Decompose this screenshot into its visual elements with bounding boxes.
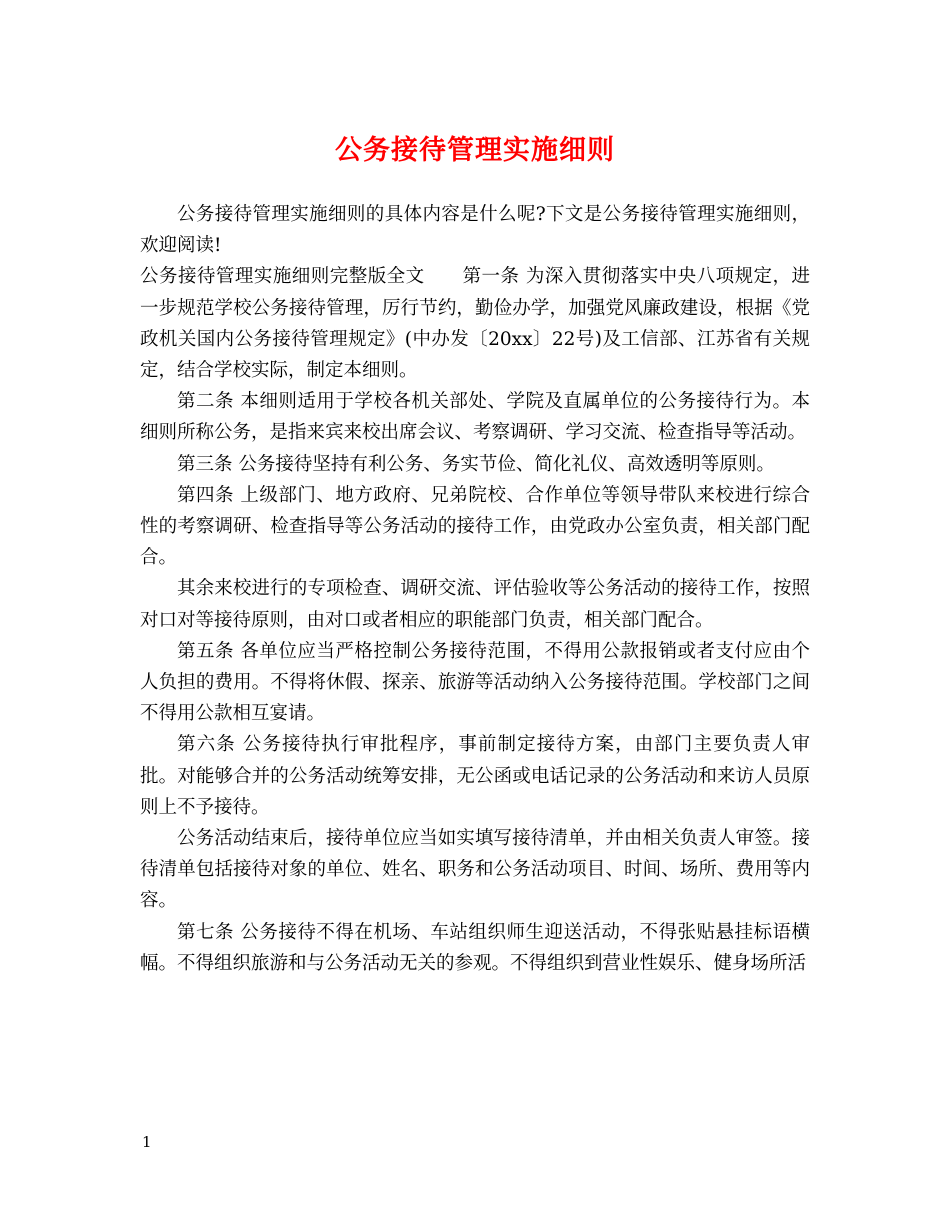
heading-article-1-paragraph: 公务接待管理实施细则完整版全文 第一条 为深入贯彻落实中央八项规定，进一步规范学校公务接待管理，厉行节约，勤俭办学，加强党风廉政建设，根据《党政机关国内公务接待管理规定》(中办发〔20xx〕22号)及工信部、江苏省有关规定，结合学校实际，制定本细则。 bbox=[140, 266, 810, 382]
article-7-paragraph: 第七条 公务接待不得在机场、车站组织师生迎送活动，不得张贴悬挂标语横幅。不得组织旅游和与公务活动无关的参观。不得组织到营业性娱乐、健身场所活 bbox=[140, 921, 810, 974]
article-6-continued-paragraph: 公务活动结束后，接待单位应当如实填写接待清单，并由相关负责人审签。接待清单包括接待对象的单位、姓名、职务和公务活动项目、时间、场所、费用等内容。 bbox=[140, 828, 810, 912]
article-4-paragraph: 第四条 上级部门、地方政府、兄弟院校、合作单位等领导带队来校进行综合性的考察调研、检查指导等公务活动的接待工作，由党政办公室负责，相关部门配合。 bbox=[140, 484, 810, 569]
article-6-paragraph: 第六条 公务接待执行审批程序，事前制定接待方案，由部门主要负责人审批。对能够合并的公务活动统筹安排，无公函或电话记录的公务活动和来访人员原则上不予接待。 bbox=[140, 734, 810, 818]
page-number: 1 bbox=[142, 1133, 152, 1151]
article-3-paragraph: 第三条 公务接待坚持有利公务、务实节俭、简化礼仪、高效透明等原则。 bbox=[177, 453, 775, 475]
article-5-paragraph: 第五条 各单位应当严格控制公务接待范围，不得用公款报销或者支付应由个人负担的费用。不得将休假、探亲、旅游等活动纳入公务接待范围。学校部门之间不得用公款相互宴请。 bbox=[140, 640, 810, 725]
document-title: 公务接待管理实施细则 bbox=[335, 135, 615, 166]
article-4-continued-paragraph: 其余来校进行的专项检查、调研交流、评估验收等公务活动的接待工作，按照对口对等接待原则，由对口或者相应的职能部门负责，相关部门配合。 bbox=[140, 578, 810, 631]
document-body bbox=[140, 199, 810, 979]
article-2-paragraph: 第二条 本细则适用于学校各机关部处、学院及直属单位的公务接待行为。本细则所称公务，是指来宾来校出席会议、考察调研、学习交流、检查指导等活动。 bbox=[140, 391, 810, 444]
intro-paragraph: 公务接待管理实施细则的具体内容是什么呢?下文是公务接待管理实施细则，欢迎阅读! bbox=[140, 204, 810, 257]
